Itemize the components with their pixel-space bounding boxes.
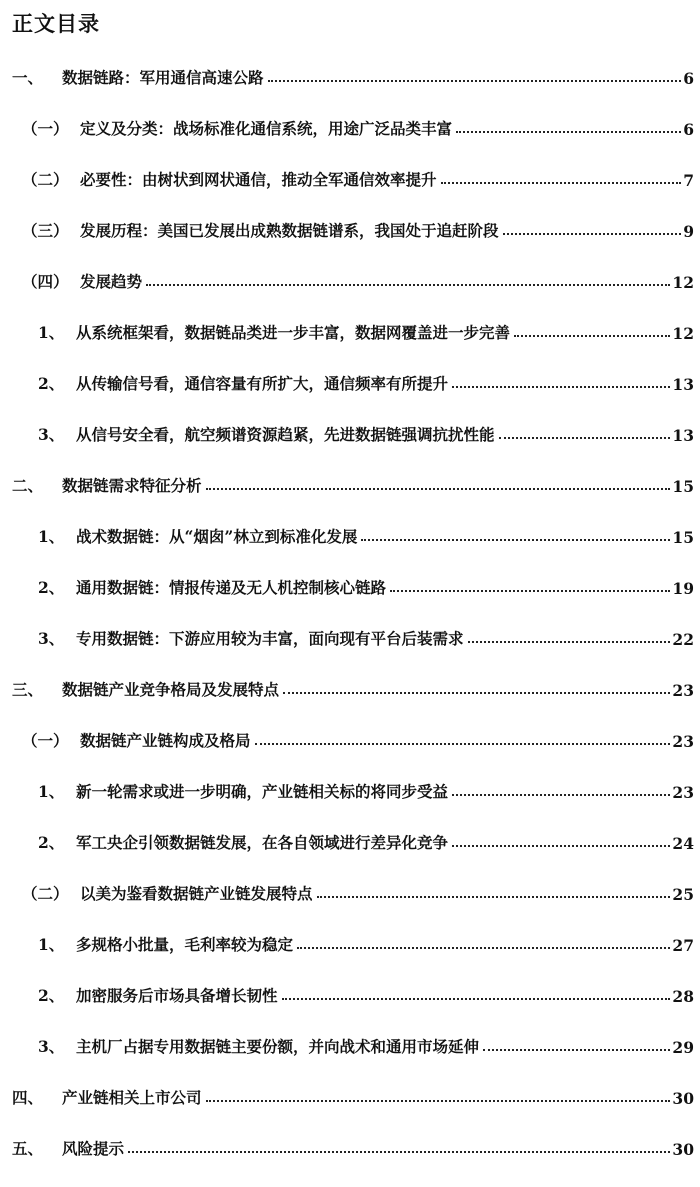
toc-entry-page: 23: [672, 732, 694, 751]
toc-entry-text: 从信号安全看，航空频谱资源趋紧，先进数据链强调抗扰性能: [76, 425, 495, 444]
toc-entry-page: 23: [672, 681, 694, 700]
toc-entry-page: 7: [683, 171, 694, 190]
toc-entry-page: 29: [672, 1038, 694, 1057]
toc-entry-page: 28: [672, 987, 694, 1006]
leader-dots: [483, 1049, 670, 1051]
toc-entry[interactable]: [12, 470, 694, 496]
toc-entry-page: 9: [683, 222, 694, 241]
toc-entry-page: 22: [672, 630, 694, 649]
toc-entry-number: 3、: [38, 1037, 65, 1056]
toc-entry-text: 发展历程：美国已发展出成熟数据链谱系，我国处于追赶阶段: [80, 221, 499, 240]
toc-entry-page: 15: [672, 528, 694, 547]
toc-entry-text: 军工央企引领数据链发展，在各自领域进行差异化竞争: [76, 833, 449, 852]
toc-entry[interactable]: [38, 1031, 694, 1057]
toc-entry-text: 从传输信号看，通信容量有所扩大，通信频率有所提升: [76, 374, 449, 393]
toc-entry-page: 19: [672, 579, 694, 598]
toc-entry-text: 新一轮需求或进一步明确，产业链相关标的将同步受益: [76, 782, 449, 801]
toc-entry[interactable]: [22, 878, 694, 904]
toc-entry[interactable]: [38, 317, 694, 343]
toc-entry-number: （三）: [22, 221, 69, 240]
leader-dots: [499, 437, 671, 439]
toc-entry[interactable]: [22, 266, 694, 292]
toc-entry-page: 25: [672, 885, 694, 904]
toc-entry-text: 通用数据链：情报传递及无人机控制核心链路: [76, 578, 387, 597]
toc-entry-number: 3、: [38, 629, 65, 648]
toc-entry-number: （一）: [22, 119, 69, 138]
leader-dots: [128, 1151, 670, 1153]
toc-entry-number: 四、: [12, 1088, 44, 1107]
toc-entry-number: 1、: [38, 935, 65, 954]
toc-entry[interactable]: [38, 980, 694, 1006]
toc-entry-text: 专用数据链：下游应用较为丰富，面向现有平台后装需求: [76, 629, 464, 648]
toc-entry-number: 1、: [38, 782, 65, 801]
toc-entry-number: 三、: [12, 680, 44, 699]
toc-entry-number: 二、: [12, 476, 44, 495]
toc-entry-text: 战术数据链：从“烟囱”林立到标准化发展: [76, 527, 358, 546]
toc-entry-number: 2、: [38, 833, 65, 852]
leader-dots: [452, 386, 670, 388]
toc-entry[interactable]: [12, 674, 694, 700]
toc-entry[interactable]: [12, 1082, 694, 1108]
leader-dots: [456, 131, 681, 133]
toc-entry-text: 主机厂占据专用数据链主要份额，并向战术和通用市场延伸: [76, 1037, 480, 1056]
toc-entry[interactable]: [38, 827, 694, 853]
leader-dots: [206, 1100, 671, 1102]
toc-entry-page: 13: [672, 375, 694, 394]
toc-entry[interactable]: [38, 623, 694, 649]
toc-entry-number: （二）: [22, 170, 69, 189]
toc-entry-page: 12: [672, 273, 694, 292]
leader-dots: [468, 641, 671, 643]
toc-entry-page: 6: [683, 120, 694, 139]
toc-entry[interactable]: [38, 776, 694, 802]
toc-entry-text: 从系统框架看，数据链品类进一步丰富，数据网覆盖进一步完善: [76, 323, 511, 342]
toc-title: 正文目录: [12, 11, 100, 36]
leader-dots: [297, 947, 670, 949]
toc-entry-text: 产业链相关上市公司: [62, 1088, 202, 1107]
toc-entry[interactable]: [22, 215, 694, 241]
toc-entry-number: （一）: [22, 731, 69, 750]
toc-entry[interactable]: [22, 725, 694, 751]
toc-entry-text: 加密服务后市场具备增长韧性: [76, 986, 278, 1005]
toc-entry-number: 2、: [38, 578, 65, 597]
toc-entry-page: 13: [672, 426, 694, 445]
toc-entry[interactable]: [12, 62, 694, 88]
toc-entry-page: 6: [683, 69, 694, 88]
toc-entry[interactable]: [12, 1133, 694, 1159]
leader-dots: [146, 284, 670, 286]
toc-entry-number: 1、: [38, 323, 65, 342]
toc-entry[interactable]: [38, 419, 694, 445]
leader-dots: [441, 182, 682, 184]
leader-dots: [268, 80, 682, 82]
toc-entry[interactable]: [22, 164, 694, 190]
leader-dots: [255, 743, 671, 745]
toc-entry-text: 数据链产业竞争格局及发展特点: [62, 680, 280, 699]
toc-entry[interactable]: [38, 521, 694, 547]
toc-entry-number: 3、: [38, 425, 65, 444]
toc-entry-text: 数据链需求特征分析: [62, 476, 202, 495]
toc-entry[interactable]: [38, 368, 694, 394]
leader-dots: [503, 233, 682, 235]
toc-entry-text: 多规格小批量，毛利率较为稳定: [76, 935, 294, 954]
leader-dots: [452, 794, 670, 796]
toc-entry-number: 2、: [38, 374, 65, 393]
toc-entry-number: （二）: [22, 884, 69, 903]
toc-entry-page: 24: [672, 834, 694, 853]
toc-entry[interactable]: [22, 113, 694, 139]
toc-entry-text: 定义及分类：战场标准化通信系统，用途广泛品类丰富: [80, 119, 453, 138]
leader-dots: [283, 692, 670, 694]
leader-dots: [390, 590, 670, 592]
leader-dots: [452, 845, 670, 847]
leader-dots: [206, 488, 671, 490]
leader-dots: [282, 998, 671, 1000]
toc-entry-page: 30: [672, 1140, 694, 1159]
toc-entry[interactable]: [38, 929, 694, 955]
toc-entry-number: 2、: [38, 986, 65, 1005]
leader-dots: [317, 896, 671, 898]
toc-entry-page: 30: [672, 1089, 694, 1108]
toc-entry-text: 数据链路：军用通信高速公路: [62, 68, 264, 87]
toc-entry-text: 以美为鉴看数据链产业链发展特点: [80, 884, 313, 903]
leader-dots: [361, 539, 670, 541]
toc-entry-page: 15: [672, 477, 694, 496]
toc-entry-number: 五、: [12, 1139, 44, 1158]
toc-entry[interactable]: [38, 572, 694, 598]
toc-entry-number: 1、: [38, 527, 65, 546]
toc-entry-text: 数据链产业链构成及格局: [80, 731, 251, 750]
toc-entry-text: 风险提示: [62, 1139, 125, 1158]
toc-entry-page: 27: [672, 936, 694, 955]
toc-entry-page: 23: [672, 783, 694, 802]
toc-entry-page: 12: [672, 324, 694, 343]
leader-dots: [514, 335, 670, 337]
toc-entry-text: 必要性：由树状到网状通信，推动全军通信效率提升: [80, 170, 437, 189]
toc-entry-number: （四）: [22, 272, 69, 291]
toc-entry-text: 发展趋势: [80, 272, 143, 291]
toc-entry-number: 一、: [12, 68, 44, 87]
